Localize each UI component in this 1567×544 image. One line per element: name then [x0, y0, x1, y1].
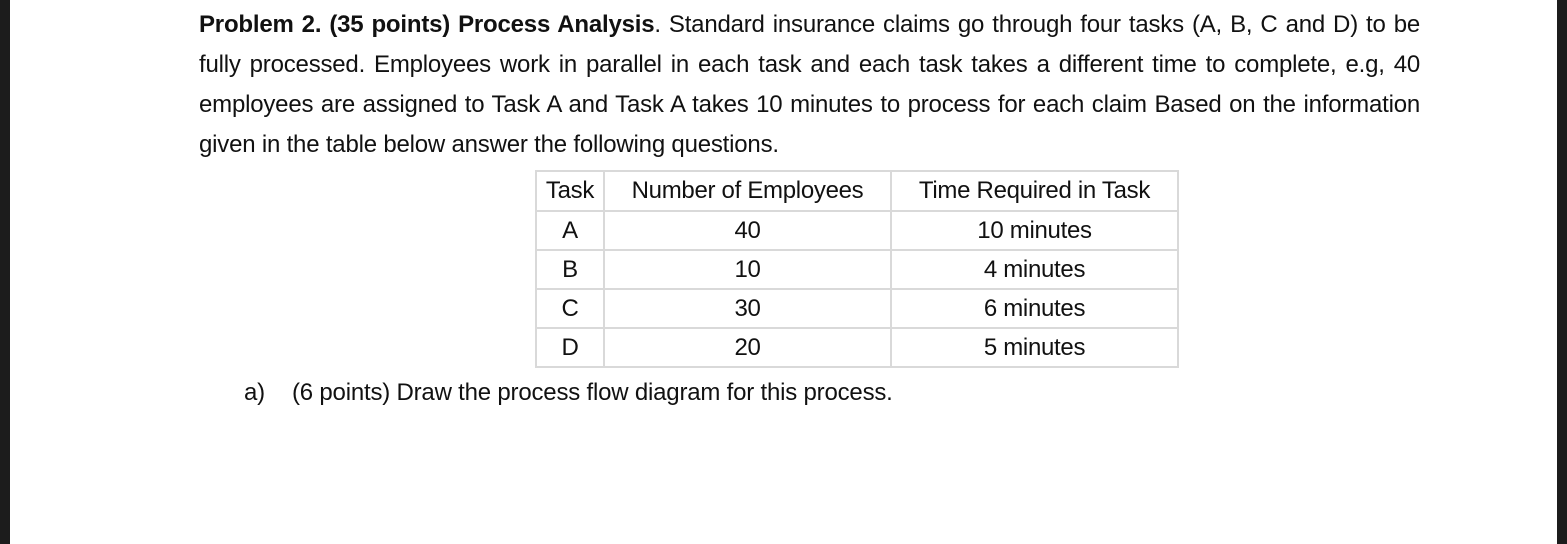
cell-employees: 10 — [604, 250, 891, 289]
table-row — [536, 250, 1178, 289]
cell-employees: 30 — [604, 289, 891, 328]
problem-intro-text: . Standard insurance claims go through four tasks (A, B, C and D) to be fully processed. Employees work in parallel in each task and each task takes a different time to complete, e.g, 40 employees are assigned to Task A and Task A takes 10 minutes to process for each claim Based on the information given in the table below answer the following questions. — [199, 11, 1420, 158]
cell-employees: 40 — [604, 211, 891, 250]
cell-time: 10 minutes — [891, 211, 1178, 250]
table-row — [536, 211, 1178, 250]
header-time: Time Required in Task — [891, 171, 1178, 211]
problem-statement — [199, 5, 1420, 165]
cell-time: 4 minutes — [891, 250, 1178, 289]
cell-task: C — [536, 289, 604, 328]
table-row — [536, 328, 1178, 367]
task-table — [535, 170, 1179, 368]
cell-employees: 20 — [604, 328, 891, 367]
cell-task: A — [536, 211, 604, 250]
table-header-row — [536, 171, 1178, 211]
right-frame-border — [1557, 0, 1567, 544]
cell-time: 5 minutes — [891, 328, 1178, 367]
header-task: Task — [536, 171, 604, 211]
problem-heading: Problem 2. (35 points) Process Analysis — [199, 11, 655, 38]
question-a — [244, 373, 893, 413]
cell-task: B — [536, 250, 604, 289]
cell-task: D — [536, 328, 604, 367]
cell-time: 6 minutes — [891, 289, 1178, 328]
question-a-text: (6 points) Draw the process flow diagram for this process. — [292, 379, 893, 406]
table-row — [536, 289, 1178, 328]
header-employees: Number of Employees — [604, 171, 891, 211]
question-a-label: a) — [244, 379, 265, 406]
left-frame-border — [0, 0, 10, 544]
